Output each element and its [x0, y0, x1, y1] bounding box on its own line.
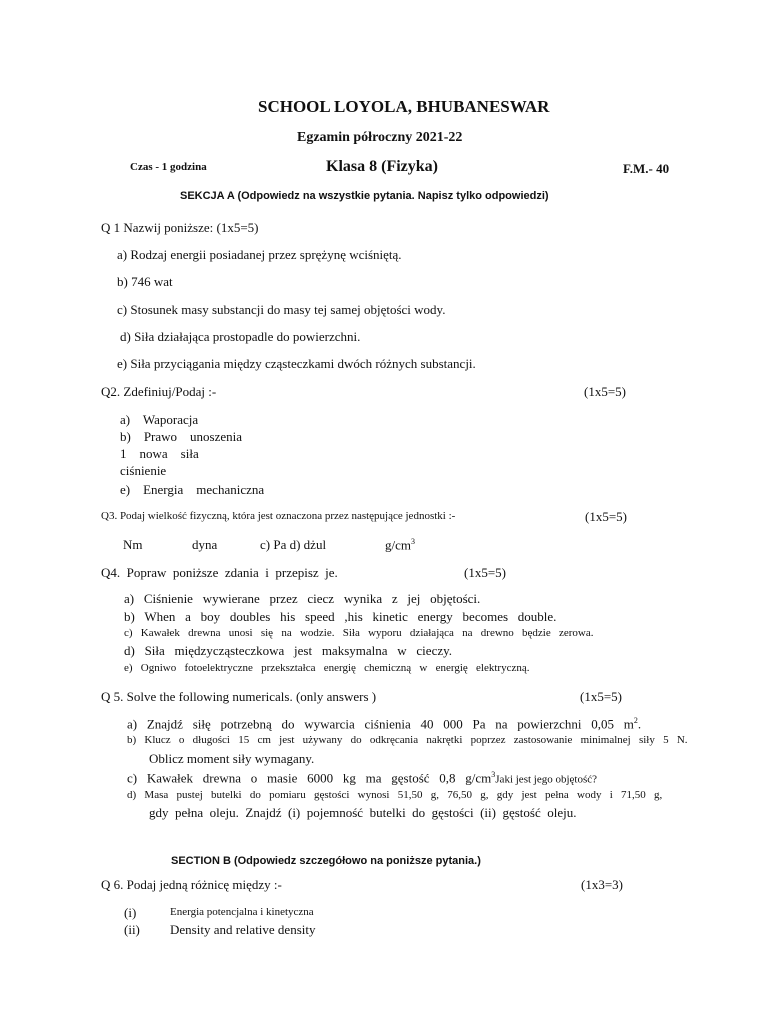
q5-item-c: c) Kawałek drewna o masie 6000 kg ma gęstość 0,8 $g/cm^3Jaki$ jest jego objętość?	[127, 770, 598, 786]
q4-title: Q4. Popraw poniższe zdania i przepisz je.	[101, 565, 338, 580]
q3-unit-dyne: dyna	[192, 537, 218, 552]
q1-item-d: d) Siła działająca prostopadle do powierzchni.	[120, 329, 361, 344]
q4-item-c: c) Kawałek drewna unosi się na wodzie. Siła wyporu działająca na drewno będzie zerowa.	[124, 627, 594, 639]
q3-unit-density: $g/cm^3$	[385, 537, 415, 553]
q6-item-2-num: (ii)	[124, 922, 140, 937]
q4-item-d: d) Siła międzycząsteczkowa jest maksymalna w cieczy.	[124, 643, 453, 658]
q2-title: Q2. Zdefiniuj/Podaj :-	[101, 384, 217, 399]
q4-item-b: b) When a boy doubles his speed ,his kinetic energy becomes double.	[124, 609, 557, 624]
q2-marks: (1x5=5)	[584, 384, 626, 399]
exam-title: Egzamin półroczny 2021-22	[297, 130, 463, 145]
q6-item-1-text: Energia potencjalna i kinetyczna	[170, 906, 314, 918]
q6-item-1-num: (i)	[124, 905, 137, 920]
q1-item-c: c) Stosunek masy substancji do masy tej samej objętości wody.	[117, 302, 446, 317]
q3-unit-pa-joule: c) Pa d) dżul	[260, 537, 327, 552]
school-title: SCHOOL LOYOLA, BHUBANESWAR	[258, 97, 550, 116]
q1-item-b: b) 746 wat	[117, 274, 173, 289]
q3-marks: (1x5=5)	[585, 509, 627, 524]
q6-marks: (1x3=3)	[581, 877, 623, 892]
q4-marks: (1x5=5)	[464, 565, 506, 580]
section-b-title: SECTION B (Odpowiedz szczegółowo na poniższe pytania.)	[171, 855, 481, 867]
q4-item-e: e) Ogniwo fotoelektryczne przekształca energię chemiczną w energię elektryczną.	[124, 662, 530, 674]
q4-item-a: a) Ciśnienie wywierane przez ciecz wynika z jej objętości.	[124, 591, 481, 606]
q2-item-a: a) Waporacja	[120, 412, 199, 427]
q5-item-d-line2: gdy pełna oleju. Znajdź (i) pojemność butelki do gęstości (ii) gęstość oleju.	[149, 805, 577, 820]
q2-item-c2: ciśnienie	[120, 463, 167, 478]
q2-item-e: e) Energia mechaniczna	[120, 482, 265, 497]
q6-item-2-text: Density and relative density	[170, 922, 316, 937]
q3-title: Q3. Podaj wielkość fizyczną, która jest oznaczona przez następujące jednostki :-	[101, 510, 456, 522]
q5-marks: (1x5=5)	[580, 689, 622, 704]
q5-item-b-line2: Oblicz moment siły wymagany.	[149, 751, 315, 766]
q1-item-a: a) Rodzaj energii posiadanej przez sprężynę wciśniętą.	[117, 247, 402, 262]
time-label: Czas - 1 godzina	[130, 161, 207, 173]
q6-title: Q 6. Podaj jedną różnicę między :-	[101, 877, 282, 892]
class-title: Klasa 8 (Fizyka)	[326, 158, 438, 175]
full-marks: F.M.- 40	[623, 161, 670, 176]
q5-item-d: d) Masa pustej butelki do pomiaru gęstości wynosi 51,50 g, 76,50 g, gdy jest pełna wody i 71,50 g,	[127, 789, 663, 801]
q5-item-b: b) Klucz o długości 15 cm jest używany do odkręcania nakrętki poprzez zastosowanie minimalnej siły 5 N.	[127, 734, 688, 746]
q5-title: Q 5. Solve the following numericals. (only answers )	[101, 689, 377, 704]
q2-item-b: b) Prawo unoszenia	[120, 429, 243, 444]
q1-item-e: e) Siła przyciągania między cząsteczkami dwóch różnych substancji.	[117, 356, 476, 371]
q2-item-c: 1 nowa siła	[120, 446, 199, 461]
section-a-title: SEKCJA A (Odpowiedz na wszystkie pytania. Napisz tylko odpowiedzi)	[180, 190, 549, 202]
q1-title: Q 1 Nazwij poniższe: (1x5=5)	[101, 220, 259, 235]
q5-item-a: a) Znajdź siłę potrzebną do wywarcia ciśnienia 40 000 Pa na powierzchni 0,05 $m^2$.	[127, 716, 642, 732]
q3-unit-nm: Nm	[123, 537, 143, 552]
